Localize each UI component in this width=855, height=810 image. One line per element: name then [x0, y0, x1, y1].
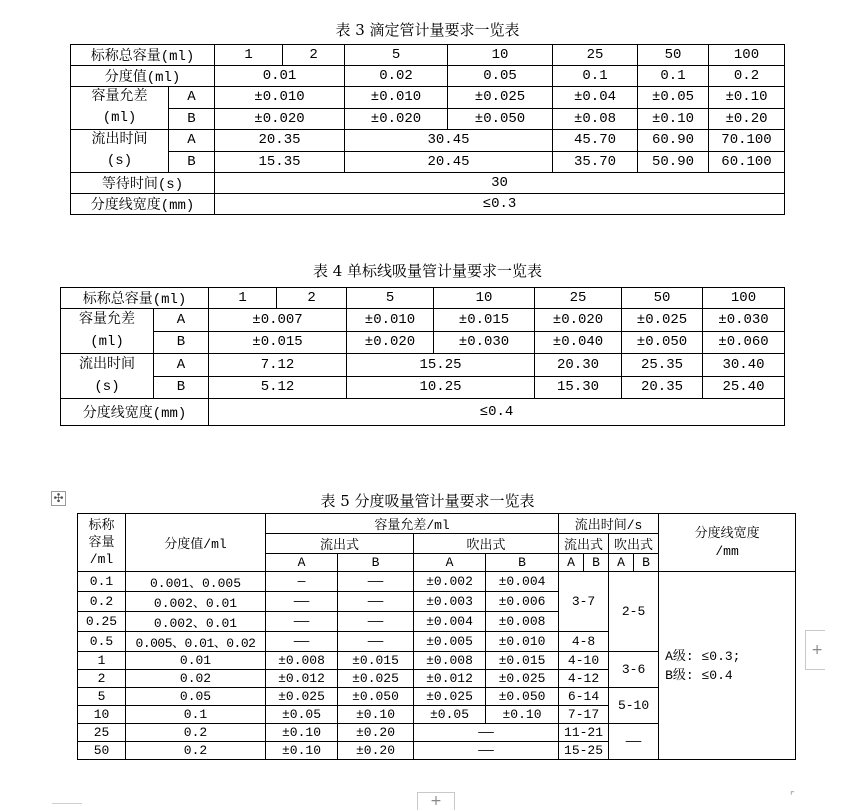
header-blowout: 吹出式: [609, 534, 659, 554]
table-cell: 15-25: [559, 742, 609, 760]
table-cell: 7.12: [209, 354, 347, 377]
grade-label: A: [154, 309, 209, 332]
row-label: 分度线宽度(mm): [61, 399, 209, 426]
header-grade: B: [634, 554, 659, 572]
table-cell: 15.35: [215, 151, 345, 173]
header-blowout: 吹出式: [414, 534, 559, 554]
table-cell: ——: [266, 632, 338, 652]
table-cell: ±0.025: [448, 87, 553, 109]
header-line: 容量: [88, 535, 115, 550]
header-line-width: [659, 514, 796, 572]
table-cell: 15.25: [347, 354, 535, 377]
table-cell: 30: [215, 173, 785, 194]
row-label: 标称总容量(ml): [61, 288, 209, 309]
table-row: [71, 108, 785, 130]
table-cell: 25: [535, 288, 622, 309]
table-cell: ±0.20: [709, 108, 785, 130]
header-outflow: 流出式: [266, 534, 414, 554]
table-cell: ±0.10: [338, 706, 414, 724]
table-cell: 0.2: [709, 66, 785, 87]
table-cell: 10.25: [347, 376, 535, 399]
burette-requirements-table: [70, 44, 785, 215]
header-outflow: 流出式: [559, 534, 609, 554]
table-row: [61, 331, 785, 354]
table-cell: ±0.10: [709, 87, 785, 109]
table-cell: ±0.010: [347, 309, 434, 332]
header-line: /ml: [89, 552, 114, 567]
table-cell: ±0.010: [486, 632, 559, 652]
header-grade: A: [609, 554, 634, 572]
table-row: [71, 130, 785, 152]
table-cell: 25.40: [703, 376, 785, 399]
table-cell: ——: [609, 724, 659, 760]
table-cell: ±0.04: [553, 87, 638, 109]
header-line: /mm: [715, 543, 739, 559]
table-cell: 0.25: [78, 612, 126, 632]
table-cell: ±0.10: [266, 742, 338, 760]
grade-label: B: [169, 108, 215, 130]
table-cell: 100: [709, 45, 785, 66]
table-row: [61, 354, 785, 377]
header-line: 标称: [88, 518, 115, 533]
table-cell: ±0.020: [347, 331, 434, 354]
table3-caption: 表 3 滴定管计量要求一览表: [335, 21, 520, 39]
row-label: 分度值(ml): [71, 66, 215, 87]
resize-icon: ⌜: [790, 791, 795, 802]
table-cell: 5.12: [209, 376, 347, 399]
table-cell: ±0.008: [414, 652, 486, 670]
table-cell: 1: [209, 288, 277, 309]
grade-label: A: [154, 354, 209, 377]
table-row: [71, 87, 785, 109]
table-cell: ±0.040: [535, 331, 622, 354]
row-label: 分度线宽度(mm): [71, 194, 215, 215]
table-resize-handle[interactable]: [790, 792, 800, 802]
table-cell: ±0.012: [414, 670, 486, 688]
header-grade: B: [338, 554, 414, 572]
grade-label: B: [154, 331, 209, 354]
row-label-line: (s): [94, 379, 120, 395]
line-width-grade-b: B级: ≤0.4: [665, 667, 733, 683]
graduated-pipette-table: [77, 513, 796, 760]
table-cell: ±0.030: [703, 309, 785, 332]
plus-icon: +: [430, 793, 442, 809]
table-cell: 0.1: [78, 572, 126, 592]
table-cell: 10: [448, 45, 553, 66]
row-label: [71, 87, 169, 130]
table-cell: 30.40: [703, 354, 785, 377]
table-cell: 0.01: [215, 66, 345, 87]
header-flow-time: 流出时间/s: [559, 514, 659, 534]
table-cell: ±0.05: [414, 706, 486, 724]
table-cell: ±0.020: [345, 108, 448, 130]
row-label-line: 容量允差: [79, 312, 135, 328]
table-cell: ±0.004: [486, 572, 559, 592]
table-cell: 0.2: [126, 742, 266, 760]
table-row: [78, 572, 796, 592]
table-cell: ±0.050: [448, 108, 553, 130]
table-cell: 20.35: [622, 376, 703, 399]
table-cell: 0.02: [126, 670, 266, 688]
table-cell: 7-17: [559, 706, 609, 724]
table-cell: 2: [283, 45, 345, 66]
line-width-grade-a: A级: ≤0.3;: [665, 648, 741, 664]
table-cell: 2: [277, 288, 347, 309]
table-cell: ——: [338, 592, 414, 612]
table-cell: ±0.010: [345, 87, 448, 109]
row-label-line: (s): [106, 153, 133, 169]
row-label: 等待时间(s): [71, 173, 215, 194]
table-cell: 60.90: [638, 130, 709, 152]
table-cell: 0.005、0.01、0.02: [126, 632, 266, 652]
table-row: [61, 399, 785, 426]
table-cell: ±0.008: [486, 612, 559, 632]
row-label-line: (ml): [90, 334, 124, 350]
table-cell: 4-10: [559, 652, 609, 670]
table-header-row: [78, 514, 796, 534]
table-cell: 25: [553, 45, 638, 66]
table-cell: ±0.025: [622, 309, 703, 332]
table-cell: ±0.006: [486, 592, 559, 612]
table-cell: ±0.060: [703, 331, 785, 354]
table-cell: 0.05: [448, 66, 553, 87]
table-cell: ±0.050: [622, 331, 703, 354]
table-cell: 45.70: [553, 130, 638, 152]
single-mark-pipette-table: [60, 287, 785, 426]
table-cell: ±0.20: [338, 724, 414, 742]
table-cell: ≤0.3: [215, 194, 785, 215]
row-label-line: 流出时间: [91, 132, 148, 148]
plus-icon: +: [811, 642, 823, 658]
grade-label: B: [154, 376, 209, 399]
table-cell: 25.35: [622, 354, 703, 377]
table-row: [61, 288, 785, 309]
row-label: [61, 309, 154, 354]
row-label-line: (ml): [102, 110, 137, 126]
table-cell: 0.002、0.01: [126, 612, 266, 632]
table-cell: 20.35: [215, 130, 345, 152]
table-cell: ——: [266, 592, 338, 612]
table-cell: 20.45: [345, 151, 553, 173]
table-cell: 0.1: [553, 66, 638, 87]
table-cell: 35.70: [553, 151, 638, 173]
table-cell: 0.01: [126, 652, 266, 670]
table-row: [71, 194, 785, 215]
table-cell: ±0.015: [434, 309, 535, 332]
table-cell: 25: [78, 724, 126, 742]
table-cell: ±0.10: [266, 724, 338, 742]
line-width-cell: [659, 572, 796, 760]
add-column-button[interactable]: [805, 630, 825, 670]
table-row: [71, 45, 785, 66]
row-label-line: 容量允差: [91, 89, 148, 105]
table-cell: ——: [338, 572, 414, 592]
table-cell: 0.5: [78, 632, 126, 652]
table-cell: 4-8: [559, 632, 609, 652]
table-cell: ±0.025: [486, 670, 559, 688]
table-cell: ——: [338, 632, 414, 652]
row-label: [71, 130, 169, 173]
table-cell: 0.1: [126, 706, 266, 724]
table-cell: ±0.10: [638, 108, 709, 130]
table-cell: 2-5: [609, 572, 659, 652]
grade-label: A: [169, 130, 215, 152]
table-cell: ±0.015: [209, 331, 347, 354]
header-grade: A: [559, 554, 584, 572]
table-cell: 30.45: [345, 130, 553, 152]
row-label-line: 流出时间: [79, 357, 135, 373]
table-cell: 5: [78, 688, 126, 706]
add-row-button[interactable]: [417, 792, 455, 810]
table-cell: 0.02: [345, 66, 448, 87]
table-cell: 0.05: [126, 688, 266, 706]
table-cell: 15.30: [535, 376, 622, 399]
grade-label: A: [169, 87, 215, 109]
row-label: [61, 354, 154, 399]
table-cell: 10: [78, 706, 126, 724]
table-cell: 0.001、0.005: [126, 572, 266, 592]
table-cell: 0.1: [638, 66, 709, 87]
header-grade: B: [486, 554, 559, 572]
table-cell: 1: [78, 652, 126, 670]
table-cell: 4-12: [559, 670, 609, 688]
table-cell: 0.2: [126, 724, 266, 742]
table-cell: 50: [78, 742, 126, 760]
table-cell: ±0.020: [215, 108, 345, 130]
table-cell: 10: [434, 288, 535, 309]
header-grade: A: [266, 554, 338, 572]
table-cell: ±0.10: [486, 706, 559, 724]
table-cell: ±0.20: [338, 742, 414, 760]
row-label: 标称总容量(ml): [71, 45, 215, 66]
table-cell: 20.30: [535, 354, 622, 377]
table-cell: ≤0.4: [209, 399, 785, 426]
table5-caption: 表 5 分度吸量管计量要求一览表: [320, 492, 535, 510]
header-division: 分度值/ml: [126, 514, 266, 572]
table-cell: 50: [638, 45, 709, 66]
table-cell: ±0.012: [266, 670, 338, 688]
table-cell: 50.90: [638, 151, 709, 173]
table-row: [61, 309, 785, 332]
table-cell: ±0.005: [414, 632, 486, 652]
table-cell: ±0.008: [266, 652, 338, 670]
table-cell: ±0.015: [338, 652, 414, 670]
table-cell: 3-7: [559, 572, 609, 632]
table-cell: 2: [78, 670, 126, 688]
table-cell: ±0.020: [535, 309, 622, 332]
table-cell: ±0.050: [338, 688, 414, 706]
table-cell: 60.100: [709, 151, 785, 173]
table-cell: 70.100: [709, 130, 785, 152]
header-grade: B: [584, 554, 609, 572]
table-cell: ±0.003: [414, 592, 486, 612]
table-cell: ±0.05: [638, 87, 709, 109]
header-capacity: [78, 514, 126, 572]
table-cell: ±0.004: [414, 612, 486, 632]
table-cell: 0.002、0.01: [126, 592, 266, 612]
table4-caption: 表 4 单标线吸量管计量要求一览表: [312, 262, 543, 280]
table-cell: ——: [266, 612, 338, 632]
table-cell: ——: [338, 612, 414, 632]
table-cell: 5: [345, 45, 448, 66]
table-cell: ±0.030: [434, 331, 535, 354]
header-grade: A: [414, 554, 486, 572]
table-row: [71, 66, 785, 87]
table-cell: 5-10: [609, 688, 659, 724]
table-cell: ±0.025: [266, 688, 338, 706]
table-cell: 1: [215, 45, 283, 66]
table-cell: 6-14: [559, 688, 609, 706]
header-line: 分度线宽度: [694, 525, 760, 541]
table-cell: ±0.002: [414, 572, 486, 592]
table-cell: —: [266, 572, 338, 592]
table-cell: 3-6: [609, 652, 659, 688]
table-cell: ±0.007: [209, 309, 347, 332]
page-edge: [52, 803, 82, 804]
table-cell: ——: [414, 742, 559, 760]
table-cell: ±0.050: [486, 688, 559, 706]
table-cell: 50: [622, 288, 703, 309]
grade-label: B: [169, 151, 215, 173]
table-cell: ±0.05: [266, 706, 338, 724]
table-row: [61, 376, 785, 399]
header-tolerance: 容量允差/ml: [266, 514, 559, 534]
table-cell: 5: [347, 288, 434, 309]
move-icon: ✣: [53, 491, 64, 505]
table-cell: ±0.025: [338, 670, 414, 688]
table-cell: 0.2: [78, 592, 126, 612]
table-row: [71, 173, 785, 194]
table-cell: ±0.015: [486, 652, 559, 670]
table-cell: 100: [703, 288, 785, 309]
table-cell: 11-21: [559, 724, 609, 742]
table-cell: ±0.010: [215, 87, 345, 109]
table-cell: ——: [414, 724, 559, 742]
table-row: [71, 151, 785, 173]
table-cell: ±0.025: [414, 688, 486, 706]
table-cell: ±0.08: [553, 108, 638, 130]
